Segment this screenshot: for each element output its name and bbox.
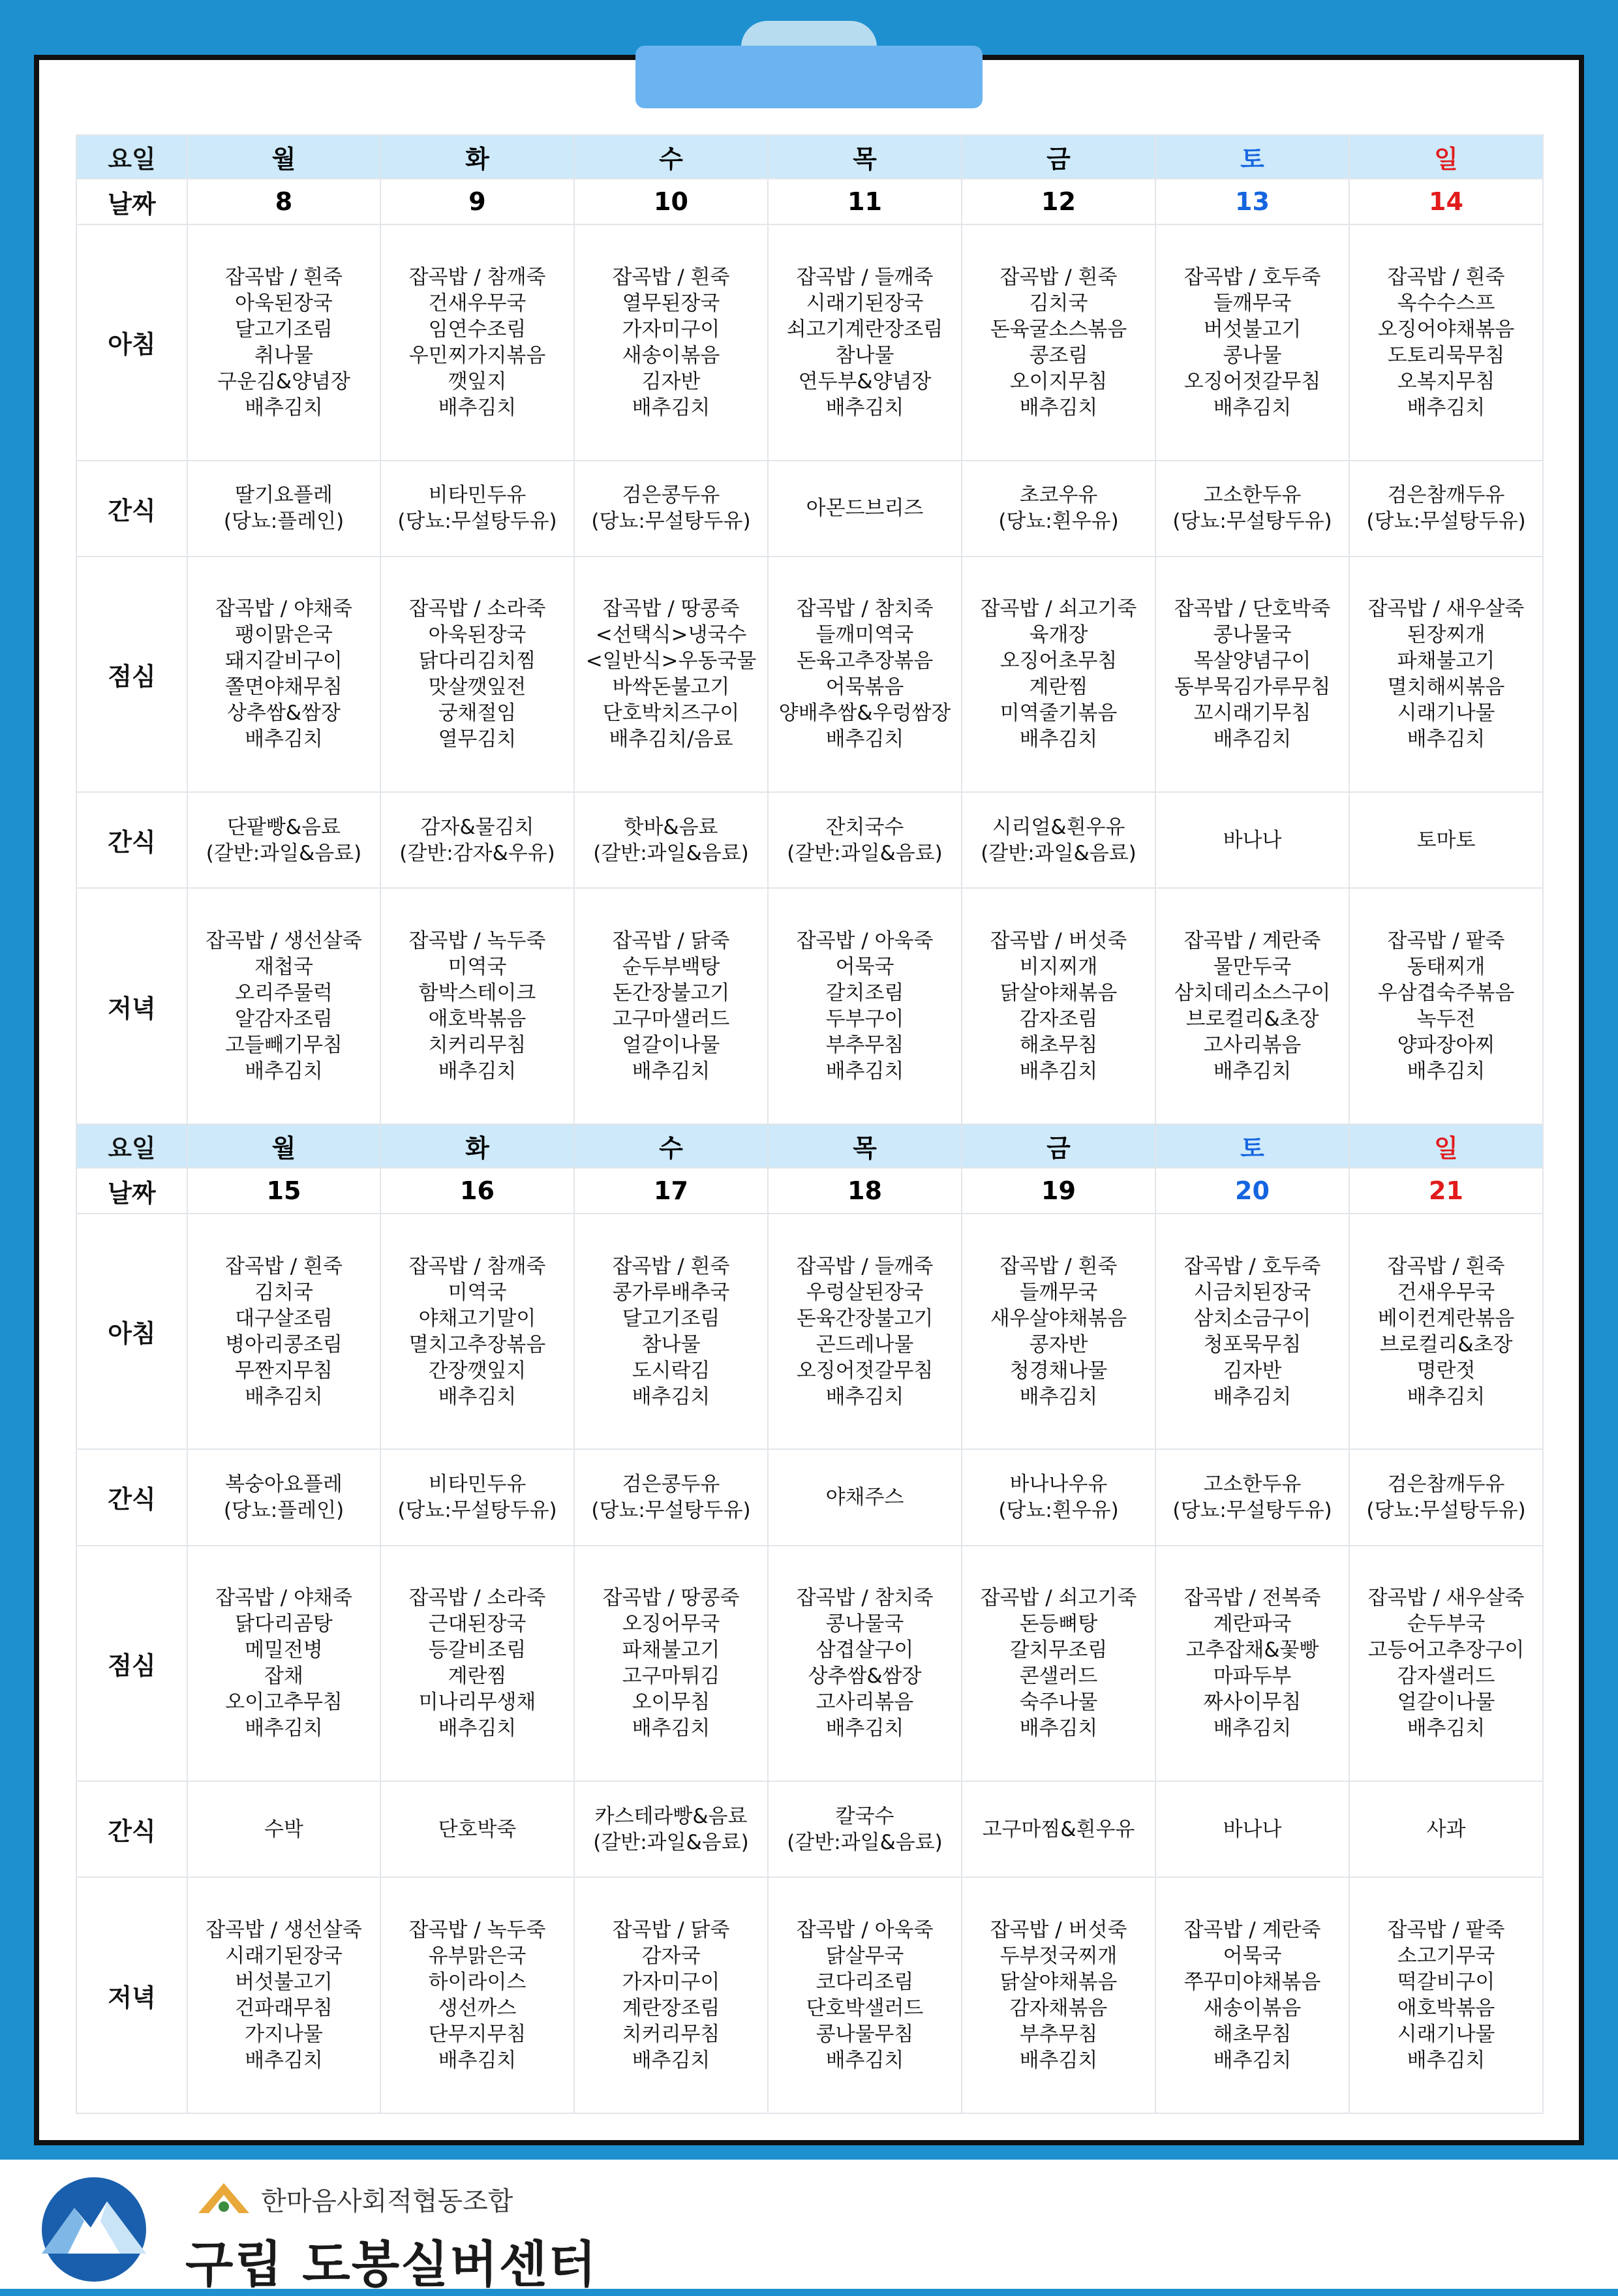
menu-text: 잡곡밥 / 닭죽 순두부백탕 돈간장불고기 고구마샐러드 얼갈이나물 배추김치	[612, 929, 730, 1084]
menu-cell	[1155, 888, 1349, 1124]
menu-cell	[768, 1449, 962, 1545]
menu-text: 바나나	[1223, 1817, 1282, 1841]
meal-label: 저녁	[76, 1877, 187, 2113]
menu-cell	[768, 1546, 962, 1782]
menu-cell	[187, 557, 380, 793]
menu-cell	[962, 888, 1155, 1124]
menu-cell	[962, 557, 1155, 793]
menu-text: 잡곡밥 / 새우살죽 순두부국 고등어고추장구이 감자샐러드 얼갈이나물 배추김치	[1367, 1586, 1525, 1741]
date-row	[76, 1168, 1543, 1213]
menu-text: 잡곡밥 / 계란죽 어묵국 쭈꾸미야채볶음 새송이볶음 해초무침 배추김치	[1183, 1918, 1321, 2073]
menu-cell	[1349, 224, 1543, 461]
menu-cell	[1349, 792, 1543, 888]
meal-label: 간식	[76, 1781, 187, 1877]
menu-cell	[962, 224, 1155, 461]
menu-cell	[187, 1781, 380, 1877]
menu-text: 잡곡밥 / 닭죽 감자국 가자미구이 계란장조림 치커리무침 배추김치	[612, 1918, 730, 2073]
menu-text: 잔치국수 (갈반:과일&음료)	[787, 815, 943, 865]
menu-cell	[574, 792, 768, 888]
menu-cell	[380, 461, 574, 557]
menu-text: 잡곡밥 / 녹두죽 미역국 함박스테이크 애호박볶음 치커리무침 배추김치	[408, 929, 546, 1084]
menu-cell	[187, 461, 380, 557]
date-cell: 15	[187, 1168, 380, 1213]
menu-text: 야채주스	[825, 1485, 904, 1509]
menu-cell	[380, 1214, 574, 1450]
menu-text: 잡곡밥 / 흰죽 들깨무국 새우살야채볶음 콩자반 청경채나물 배추김치	[990, 1254, 1127, 1409]
menu-cell	[768, 1781, 962, 1877]
menu-cell	[1155, 1877, 1349, 2113]
menu-cell	[1155, 792, 1349, 888]
menu-text: 잡곡밥 / 호두죽 시금치된장국 삼치소금구이 청포묵무침 김자반 배추김치	[1183, 1254, 1321, 1409]
cooperative-logo-icon	[196, 2178, 252, 2217]
meal-row	[76, 1877, 1543, 2113]
menu-text: 비타민두유 (당뇨:무설탕두유)	[397, 1472, 557, 1522]
menu-cell	[768, 224, 962, 461]
menu-text: 복숭아요플레 (당뇨:플레인)	[223, 1472, 344, 1522]
menu-text: 감자&물김치 (갈반:감자&우유)	[399, 815, 555, 865]
menu-text: 검은참깨두유 (당뇨:무설탕두유)	[1366, 483, 1526, 534]
weekday-cell: 월	[187, 135, 380, 179]
menu-cell	[768, 461, 962, 557]
meal-row	[76, 1781, 1543, 1877]
menu-text: 잡곡밥 / 흰죽 열무된장국 가자미구이 새송이볶음 김자반 배추김치	[612, 265, 730, 420]
meal-row	[76, 461, 1543, 557]
menu-cell	[1349, 1877, 1543, 2113]
menu-text: 잡곡밥 / 흰죽 김치국 대구살조림 병아리콩조림 무짠지무침 배추김치	[225, 1254, 343, 1409]
menu-cell	[962, 1214, 1155, 1450]
menu-text: 잡곡밥 / 참치죽 콩나물국 삼겹살구이 상추쌈&쌈장 고사리볶음 배추김치	[796, 1586, 934, 1741]
meal-row	[76, 888, 1543, 1124]
menu-cell	[962, 461, 1155, 557]
meal-label: 점심	[76, 1546, 187, 1782]
menu-text: 비타민두유 (당뇨:무설탕두유)	[397, 483, 557, 534]
menu-cell	[1155, 461, 1349, 557]
weekday-cell: 금	[962, 1124, 1155, 1168]
menu-text: 바나나우유 (당뇨:흰우유)	[998, 1472, 1119, 1522]
menu-cell	[962, 1449, 1155, 1545]
menu-text: 잡곡밥 / 녹두죽 유부맑은국 하이라이스 생선까스 단무지무침 배추김치	[408, 1918, 546, 2073]
menu-cell	[380, 1877, 574, 2113]
menu-text: 토마토	[1416, 828, 1476, 852]
menu-cell	[574, 1214, 768, 1450]
menu-text: 잡곡밥 / 흰죽 아욱된장국 달고기조림 취나물 구운김&양념장 배추김치	[217, 265, 350, 420]
menu-cell	[962, 1546, 1155, 1782]
menu-cell	[768, 557, 962, 793]
weekday-cell: 화	[380, 1124, 574, 1168]
menu-text: 잡곡밥 / 들깨죽 우렁살된장국 돈육간장불고기 곤드레나물 오징어젓갈무침 배추김치	[796, 1254, 934, 1409]
menu-text: 잡곡밥 / 흰죽 콩가루배추국 달고기조림 참나물 도시락김 배추김치	[612, 1254, 730, 1409]
date-cell: 11	[768, 179, 962, 224]
menu-cell	[187, 888, 380, 1124]
menu-text: 잡곡밥 / 생선살죽 시래기된장국 버섯불고기 건파래무침 가지나물 배추김치	[206, 1918, 362, 2073]
meal-label: 간식	[76, 792, 187, 888]
menu-cell	[962, 1877, 1155, 2113]
menu-text: 바나나	[1223, 828, 1282, 852]
menu-cell	[380, 888, 574, 1124]
meal-row	[76, 1214, 1543, 1450]
menu-cell	[1349, 557, 1543, 793]
menu-cell	[1155, 557, 1349, 793]
menu-text: 잡곡밥 / 계란죽 물만두국 삼치데리소스구이 브로컬리&초장 고사리볶음 배추김치	[1174, 929, 1331, 1084]
menu-cell	[574, 224, 768, 461]
organization-name: 한마음사회적협동조합	[261, 2186, 513, 2216]
menu-text: 잡곡밥 / 땅콩죽 오징어무국 파채불고기 고구마튀김 오이무침 배추김치	[602, 1586, 740, 1741]
menu-cell	[380, 1781, 574, 1877]
menu-text: 잡곡밥 / 생선살죽 재첩국 오리주물럭 알감자조림 고들빼기무침 배추김치	[206, 929, 362, 1084]
menu-text: 고소한두유 (당뇨:무설탕두유)	[1172, 1472, 1332, 1522]
menu-cell	[574, 1546, 768, 1782]
menu-text: 잡곡밥 / 흰죽 옥수수스프 오징어야채볶음 도토리묵무침 오복지무침 배추김치	[1377, 265, 1515, 420]
menu-text: 검은참깨두유 (당뇨:무설탕두유)	[1366, 1472, 1526, 1522]
meal-label: 아침	[76, 1214, 187, 1450]
menu-cell	[574, 888, 768, 1124]
menu-text: 검은콩두유 (당뇨:무설탕두유)	[591, 483, 751, 534]
menu-cell	[1155, 1781, 1349, 1877]
weekday-cell: 금	[962, 135, 1155, 179]
menu-cell	[768, 792, 962, 888]
meal-row	[76, 224, 1543, 461]
menu-cell	[1349, 1546, 1543, 1782]
weekly-menu-table	[76, 134, 1544, 2114]
menu-text: 단호박죽	[438, 1817, 517, 1841]
menu-cell	[1349, 1781, 1543, 1877]
menu-text: 잡곡밥 / 팥죽 동태찌개 우삼겹숙주볶음 녹두전 양파장아찌 배추김치	[1377, 929, 1515, 1084]
menu-text: 잡곡밥 / 들깨죽 시래기된장국 쇠고기계란장조림 참나물 연두부&양념장 배추김치	[786, 265, 943, 420]
menu-cell	[380, 1546, 574, 1782]
meal-row	[76, 792, 1543, 888]
date-cell: 20	[1155, 1168, 1349, 1213]
menu-text: 사과	[1426, 1817, 1466, 1841]
menu-cell	[1349, 461, 1543, 557]
menu-cell	[1155, 1546, 1349, 1782]
menu-text: 고소한두유 (당뇨:무설탕두유)	[1172, 483, 1332, 534]
menu-cell	[187, 1449, 380, 1545]
weekday-cell: 목	[768, 135, 962, 179]
center-name: 구립 도봉실버센터	[185, 2235, 598, 2293]
meal-row	[76, 1449, 1543, 1545]
menu-text: 잡곡밥 / 아욱죽 닭살무국 코다리조림 단호박샐러드 콩나물무침 배추김치	[796, 1918, 934, 2073]
menu-cell	[380, 792, 574, 888]
weekday-header-row	[76, 135, 1543, 179]
menu-text: 잡곡밥 / 단호박죽 콩나물국 목살양념구이 동부묵김가루무침 꼬시래기무침 배추김치	[1174, 597, 1331, 752]
menu-text: 딸기요플레 (당뇨:플레인)	[223, 483, 344, 534]
clipboard-clip	[635, 46, 983, 108]
menu-text: 잡곡밥 / 쇠고기죽 육개장 오징어초무침 계란찜 미역줄기볶음 배추김치	[980, 597, 1137, 752]
date-row	[76, 179, 1543, 224]
menu-text: 칼국수 (갈반:과일&음료)	[787, 1804, 943, 1854]
date-cell: 19	[962, 1168, 1155, 1213]
weekday-cell: 목	[768, 1124, 962, 1168]
menu-cell	[380, 557, 574, 793]
menu-cell	[1155, 224, 1349, 461]
meal-row	[76, 557, 1543, 793]
date-cell: 10	[574, 179, 768, 224]
menu-cell	[962, 792, 1155, 888]
menu-text: 잡곡밥 / 버섯죽 비지찌개 닭살야채볶음 감자조림 해초무침 배추김치	[990, 929, 1127, 1084]
date-label: 날짜	[76, 179, 187, 224]
weekday-cell: 일	[1349, 1124, 1543, 1168]
menu-text: 잡곡밥 / 흰죽 건새우무국 베이컨계란볶음 브로컬리&초장 명란젓 배추김치	[1377, 1254, 1515, 1409]
menu-text: 수박	[264, 1817, 303, 1841]
menu-text: 잡곡밥 / 야채죽 닭다리곰탕 메밀전병 잡채 오이고추무침 배추김치	[215, 1586, 352, 1741]
date-cell: 21	[1349, 1168, 1543, 1213]
date-cell: 8	[187, 179, 380, 224]
meal-label: 간식	[76, 461, 187, 557]
weekday-cell: 일	[1349, 135, 1543, 179]
date-label: 날짜	[76, 1168, 187, 1213]
menu-text: 잡곡밥 / 소라죽 아욱된장국 닭다리김치찜 맛살깻잎전 궁채절임 열무김치	[408, 597, 546, 752]
menu-cell	[768, 1214, 962, 1450]
menu-cell	[380, 1449, 574, 1545]
menu-cell	[1155, 1214, 1349, 1450]
menu-text: 잡곡밥 / 흰죽 김치국 돈육굴소스볶음 콩조림 오이지무침 배추김치	[990, 265, 1127, 420]
weekday-cell: 화	[380, 135, 574, 179]
weekday-label: 요일	[76, 1124, 187, 1168]
menu-text: 잡곡밥 / 새우살죽 된장찌개 파채불고기 멸치해씨볶음 시래기나물 배추김치	[1367, 597, 1525, 752]
weekday-cell: 수	[574, 135, 768, 179]
mountain-logo-icon	[29, 2175, 159, 2284]
menu-text: 잡곡밥 / 참깨죽 미역국 야채고기말이 멸치고추장볶음 간장깻잎지 배추김치	[408, 1254, 546, 1409]
menu-text: 잡곡밥 / 참치죽 들깨미역국 돈육고추장볶음 어묵볶음 양배추쌈&우렁쌈장 배추김치	[778, 597, 951, 752]
menu-cell	[1349, 1214, 1543, 1450]
menu-cell	[768, 1877, 962, 2113]
meal-label: 아침	[76, 224, 187, 461]
menu-cell	[187, 1877, 380, 2113]
menu-text: 잡곡밥 / 아욱죽 어묵국 갈치조림 두부구이 부추무침 배추김치	[796, 929, 934, 1084]
menu-text: 잡곡밥 / 소라죽 근대된장국 등갈비조림 계란찜 미나리무생채 배추김치	[408, 1586, 546, 1741]
menu-cell	[768, 888, 962, 1124]
weekday-cell: 토	[1155, 1124, 1349, 1168]
menu-cell	[574, 1877, 768, 2113]
meal-label: 간식	[76, 1449, 187, 1545]
weekday-header-row	[76, 1124, 1543, 1168]
menu-text: 잡곡밥 / 호두죽 들깨무국 버섯불고기 콩나물 오징어젓갈무침 배추김치	[1183, 265, 1321, 420]
date-cell: 13	[1155, 179, 1349, 224]
menu-text: 잡곡밥 / 전복죽 계란파국 고추잡채&꽃빵 마파두부 짜사이무침 배추김치	[1183, 1586, 1321, 1741]
footer	[0, 2160, 1618, 2293]
menu-text: 잡곡밥 / 팥죽 소고기무국 떡갈비구이 애호박볶음 시래기나물 배추김치	[1387, 1918, 1505, 2073]
menu-text: 검은콩두유 (당뇨:무설탕두유)	[591, 1472, 751, 1522]
menu-text: 아몬드브리즈	[806, 497, 924, 521]
weekday-cell: 월	[187, 1124, 380, 1168]
date-cell: 14	[1349, 179, 1543, 224]
weekday-label: 요일	[76, 135, 187, 179]
menu-cell	[574, 461, 768, 557]
menu-cell	[574, 1449, 768, 1545]
menu-cell	[187, 792, 380, 888]
date-cell: 17	[574, 1168, 768, 1213]
menu-text: 핫바&음료 (갈반:과일&음료)	[593, 815, 749, 865]
menu-text: 잡곡밥 / 땅콩죽 <선택식>냉국수 <일반식>우동국물 바싹돈불고기 단호박치즈구이 배추김치/음료	[585, 597, 757, 752]
menu-cell	[574, 557, 768, 793]
date-cell: 9	[380, 179, 574, 224]
date-cell: 16	[380, 1168, 574, 1213]
meal-label: 저녁	[76, 888, 187, 1124]
date-cell: 18	[768, 1168, 962, 1213]
menu-cell	[1349, 1449, 1543, 1545]
menu-text: 잡곡밥 / 야채죽 팽이맑은국 돼지갈비구이 쫄면야채무침 상추쌈&쌈장 배추김치	[215, 597, 352, 752]
menu-text: 초코우유 (당뇨:흰우유)	[998, 483, 1119, 534]
menu-cell	[380, 224, 574, 461]
menu-text: 카스테라빵&음료 (갈반:과일&음료)	[593, 1804, 749, 1854]
meal-row	[76, 1546, 1543, 1782]
menu-cell	[1155, 1449, 1349, 1545]
menu-text: 시리얼&흰우유 (갈반:과일&음료)	[981, 815, 1137, 865]
menu-cell	[962, 1781, 1155, 1877]
menu-text: 잡곡밥 / 참깨죽 건새우무국 임연수조림 우민찌가지볶음 깻잎지 배추김치	[408, 265, 546, 420]
menu-text: 고구마찜&흰우유	[982, 1817, 1135, 1841]
menu-cell	[574, 1781, 768, 1877]
menu-text: 단팥빵&음료 (갈반:과일&음료)	[206, 815, 362, 865]
menu-cell	[187, 1546, 380, 1782]
menu-cell	[187, 224, 380, 461]
meal-label: 점심	[76, 557, 187, 793]
weekday-cell: 토	[1155, 135, 1349, 179]
date-cell: 12	[962, 179, 1155, 224]
menu-text: 잡곡밥 / 버섯죽 두부젓국찌개 닭살야채볶음 감자채볶음 부추무침 배추김치	[990, 1918, 1127, 2073]
menu-cell	[187, 1214, 380, 1450]
menu-cell	[1349, 888, 1543, 1124]
weekday-cell: 수	[574, 1124, 768, 1168]
menu-text: 잡곡밥 / 쇠고기죽 돈등뼈탕 갈치무조림 콘샐러드 숙주나물 배추김치	[980, 1586, 1137, 1741]
